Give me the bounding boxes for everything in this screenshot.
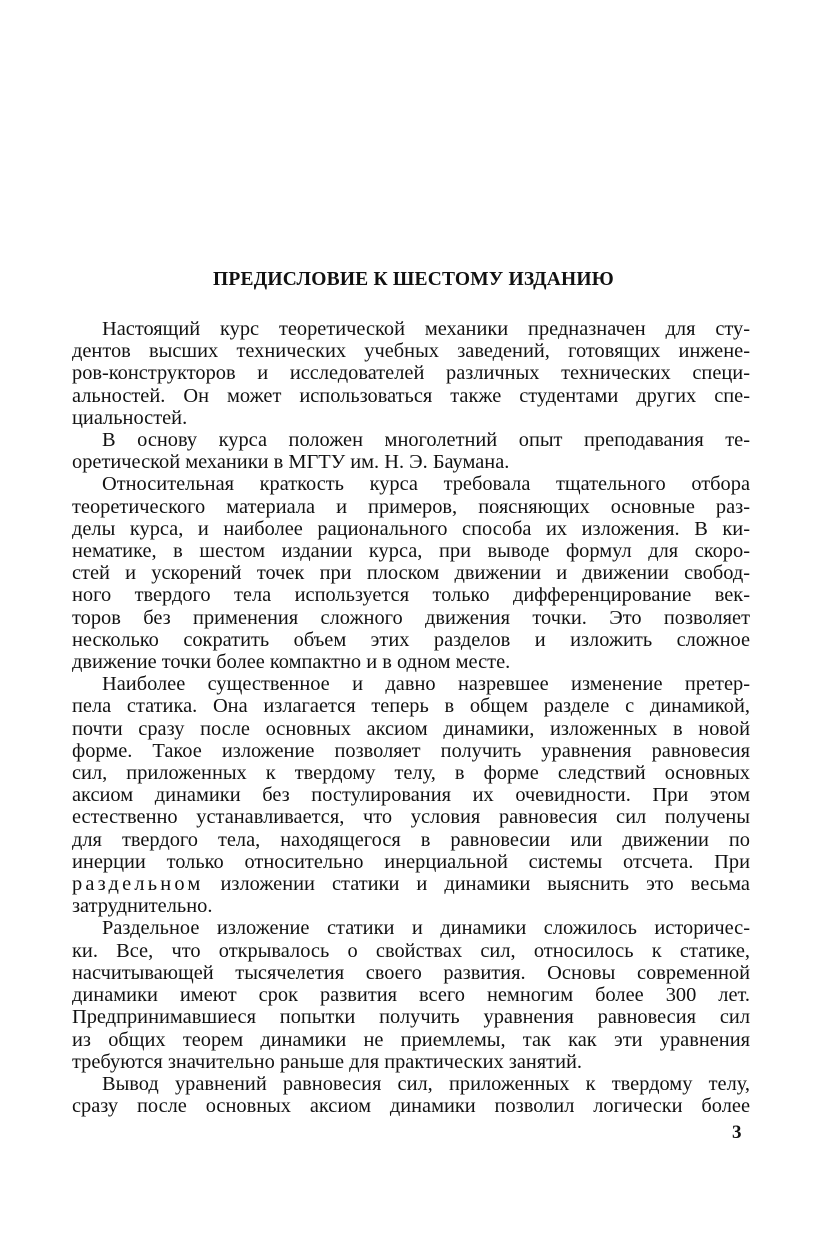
text-line: ного твердого тела используется только дифференцирование век-: [72, 584, 750, 607]
text-line: динамики имеют срок развития всего немногим более 300 лет.: [72, 984, 750, 1007]
text-line: Наиболее существенное и давно назревшее изменение претер-: [102, 673, 750, 696]
paragraph-3: [72, 473, 750, 673]
text-line: несколько сократить объем этих разделов и изложить сложное: [72, 628, 750, 651]
page-number: 3: [732, 1122, 742, 1143]
text-line: Раздельное изложение статики и динамики сложилось историчес-: [102, 917, 750, 940]
text-line: циальностей.: [72, 406, 188, 429]
text-line: сил, приложенных к твердому телу, в форме следствий основных: [72, 762, 750, 785]
text-line: дентов высших технических учебных заведений, готовящих инжене-: [72, 340, 750, 363]
text-line: теоретического материала и примеров, поясняющих основные раз-: [72, 495, 750, 518]
text-line: В основу курса положен многолетний опыт преподавания те-: [102, 429, 750, 452]
text-line: инерции только относительно инерциальной системы отсчета. При: [72, 850, 750, 873]
text-line: торов без применения сложного движения точки. Это позволяет: [72, 606, 750, 629]
text-line: сразу после основных аксиом динамики позволил логически более: [72, 1095, 750, 1118]
text-line: оретической механики в МГТУ им. Н. Э. Баумана.: [72, 451, 510, 474]
text-line: делы курса, и наиболее рационального способа их изложения. В ки-: [72, 517, 750, 540]
page-title: ПРЕДИСЛОВИЕ К ШЕСТОМУ ИЗДАНИЮ: [213, 269, 614, 290]
text-line-rest: изложении статики и динамики выяснить это весьма: [220, 873, 750, 896]
text-line: альностей. Он может использоваться также студентами других спе-: [72, 384, 750, 407]
paragraph-2: [72, 429, 750, 473]
text-line: нематике, в шестом издании курса, при выводе формул для скоро-: [72, 540, 750, 563]
paragraph-1: [72, 318, 750, 429]
text-line: стей и ускорений точек при плоском движении и движении свобод-: [72, 562, 750, 585]
text-line: форме. Такое изложение позволяет получить уравнения равновесия: [72, 739, 750, 762]
spaced-word: раздельном: [72, 873, 204, 896]
text-line: для твердого тела, находящегося в равновесии или движении по: [72, 828, 750, 851]
body-text: [72, 318, 750, 1117]
text-line: Предпринимавшиеся попытки получить уравнения равновесия сил: [72, 1006, 750, 1029]
text-line: естественно устанавливается, что условия равновесия сил получены: [72, 806, 750, 829]
text-line: Относительная краткость курса требовала тщательного отбора: [102, 473, 750, 496]
text-line: движение точки более компактно и в одном месте.: [72, 651, 511, 674]
text-line: Настоящий курс теоретической механики предназначен для сту-: [102, 318, 750, 340]
paragraph-6: [72, 1073, 750, 1117]
text-line: Вывод уравнений равновесия сил, приложенных к твердому телу,: [102, 1072, 750, 1095]
text-line-spaced: [72, 873, 750, 895]
text-line: требуются значительно раньше для практических занятий.: [72, 1050, 583, 1073]
text-line: насчитывающей тысячелетия своего развития. Основы современной: [72, 961, 750, 984]
text-line: аксиом динамики без постулирования их очевидности. При этом: [72, 784, 750, 807]
text-line: затруднительно.: [72, 895, 213, 918]
text-line: из общих теорем динамики не приемлемы, так как эти уравнения: [72, 1028, 750, 1051]
text-line: пела статика. Она излагается теперь в общем разделе с динамикой,: [72, 695, 750, 718]
text-line: ки. Все, что открывалось о свойствах сил, относилось к статике,: [72, 939, 750, 962]
text-line: почти сразу после основных аксиом динамики, изложенных в новой: [72, 717, 750, 740]
text-line: ров-конструкторов и исследователей различных технических специ-: [72, 362, 750, 385]
paragraph-4: [72, 673, 750, 917]
paragraph-5: [72, 917, 750, 1072]
